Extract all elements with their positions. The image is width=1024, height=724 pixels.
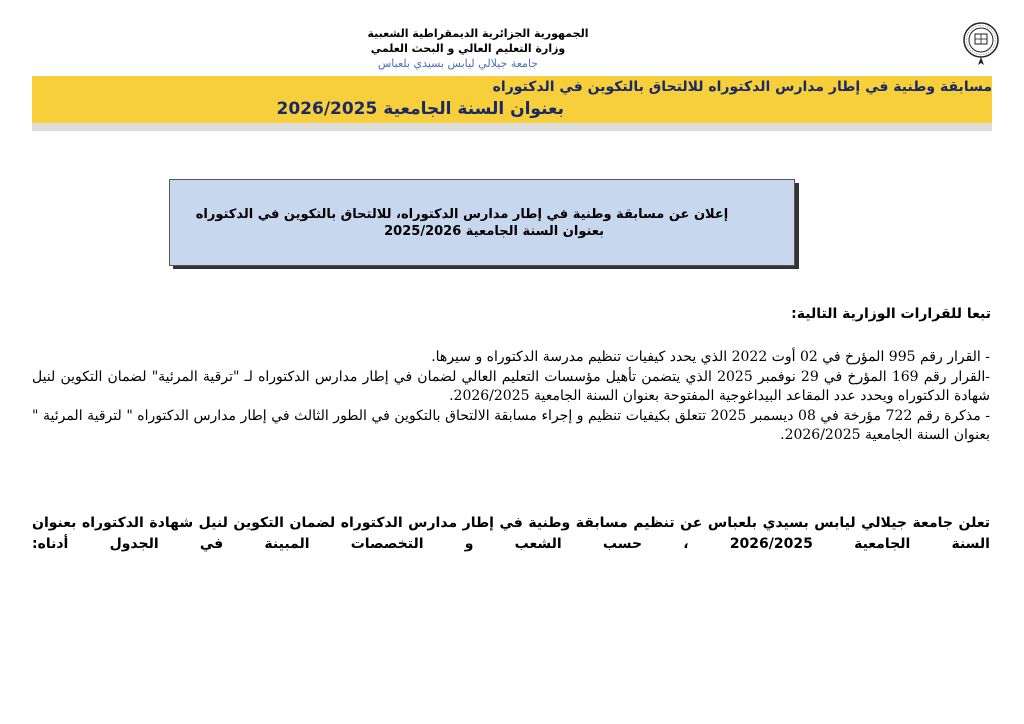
intro-heading: تبعا للقرارات الوزارية التالية:: [791, 306, 991, 322]
university-seal-icon: [961, 20, 1001, 70]
banner-title: مسابقة وطنية في إطار مدارس الدكتوراه للالتحاق بالتكوين في الدكتوراه: [492, 79, 992, 95]
decree-item: - القرار رقم 995 المؤرخ في 02 أوت 2022 الذي يحدد كيفيات تنظيم مدرسة الدكتوراه و سيرها.: [431, 349, 990, 365]
announcement-paragraph: تعلن جامعة جيلالي ليابس بسيدي بلعباس عن تنظيم مسابقة وطنية في إطار مدارس الدكتوراه لضمان التكوين لنيل شهادة الدكتوراه بعنوان السنة الجامعية 2026/2025 ، حسب الشعب و التخصصات المبينة في الجدول أدناه:: [32, 515, 990, 552]
decree-item: - مذكرة رقم 722 مؤرخة في 08 ديسمبر 2025 تتعلق بكيفيات تنظيم و إجراء مسابقة الالتحاق بالتكوين في الطور الثالث في إطار مدارس الدكتوراه " لترقية المرئية " بعنوان السنة الجامعية 2026/2025.: [32, 407, 990, 443]
decree-list: [32, 348, 990, 446]
ministry-name: وزارة التعليم العالي و البحث العلمي: [370, 42, 566, 55]
republic-name: الجمهورية الجزائرية الديمقراطية الشعبية: [367, 27, 589, 40]
announcement-box-subtitle: بعنوان السنة الجامعية 2025/2026: [384, 224, 604, 239]
banner-subtitle: بعنوان السنة الجامعية 2026/2025: [276, 99, 564, 119]
decree-item: -القرار رقم 169 المؤرخ في 29 نوفمبر 2025 الذي يتضمن تأهيل مؤسسات التعليم العالي لضمان في إطار مدارس الدكتوراه لـ "ترقية المرئية" لضمان التكوين لنيل شهادة الدكتوراه ويحدد عدد المقاعد البيداغوجية المفتوحة بعنوان السنة الجامعية 2026/2025.: [32, 368, 990, 404]
institution-header: [328, 26, 628, 71]
announcement-box-title: إعلان عن مسابقة وطنية في إطار مدارس الدكتوراه، للالتحاق بالتكوين في الدكتوراه: [195, 207, 729, 222]
university-name: جامعة جيلالي ليابس بسيدي بلعباس: [377, 57, 539, 70]
title-banner-shadow: [32, 123, 992, 131]
announcement-box: [169, 179, 795, 266]
